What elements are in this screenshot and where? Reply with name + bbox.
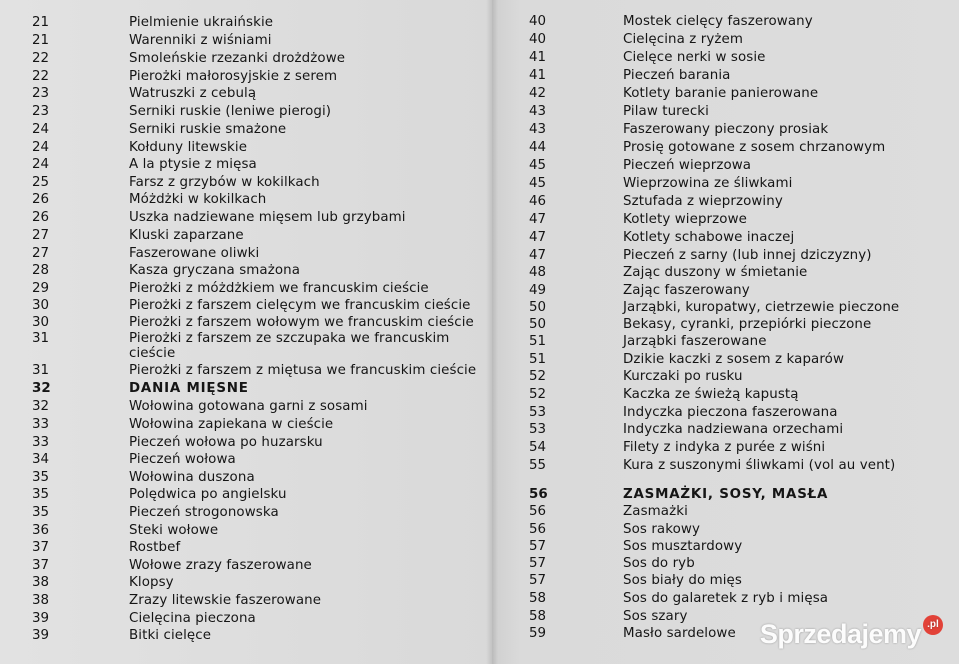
toc-entry-title: Faszerowane oliwki — [129, 246, 260, 261]
toc-page-number: 32 — [32, 381, 51, 396]
toc-entry — [492, 457, 959, 475]
toc-entry-title: Zasmażki — [623, 504, 688, 519]
toc-entry — [0, 557, 492, 575]
toc-page-number: 56 — [529, 487, 548, 502]
toc-page-number: 55 — [529, 458, 547, 473]
toc-entry-title: Pierożki z móżdżkiem we francuskim cieście — [129, 281, 429, 296]
toc-entry-title: Serniki ruskie (leniwe pierogi) — [129, 104, 332, 119]
toc-page-number: 56 — [529, 504, 547, 519]
toc-entry-title: Indyczka pieczona faszerowana — [623, 405, 838, 420]
toc-entry-title: Pierożki z farszem z miętusa we francuskim cieście — [129, 363, 477, 378]
toc-entry — [0, 362, 492, 380]
watermark-logo — [760, 619, 943, 650]
toc-page-number: 43 — [529, 104, 547, 119]
toc-entry-title: Pieczeń barania — [623, 68, 731, 83]
toc-page-number: 35 — [32, 470, 50, 485]
toc-entry — [0, 245, 492, 263]
toc-entry — [492, 299, 959, 317]
toc-entry-title: Farsz z grzybów w kokilkach — [129, 175, 320, 190]
toc-page-number: 53 — [529, 422, 547, 437]
toc-page-number: 46 — [529, 194, 547, 209]
toc-entry-title: Zrazy litewskie faszerowane — [129, 593, 322, 608]
toc-page-number: 45 — [529, 158, 547, 173]
toc-entry-title: Kluski zaparzane — [129, 228, 244, 243]
toc-page-number: 40 — [529, 32, 547, 47]
toc-page-number: 38 — [32, 575, 50, 590]
toc-entry — [492, 590, 959, 608]
toc-page-number: 59 — [529, 626, 547, 641]
toc-entry — [0, 262, 492, 280]
toc-entry-title: Kotlety wieprzowe — [623, 212, 747, 227]
toc-entry — [0, 85, 492, 103]
toc-page-number: 52 — [529, 369, 547, 384]
toc-entry-title: Zając faszerowany — [623, 283, 750, 298]
toc-entry — [492, 103, 959, 121]
toc-page-number: 41 — [529, 50, 547, 65]
toc-page-number: 24 — [32, 157, 50, 172]
toc-entry-title: Sos do galaretek z ryb i mięsa — [623, 591, 829, 606]
toc-page-number: 21 — [32, 33, 50, 48]
toc-entry-title: Kurczaki po rusku — [623, 369, 743, 384]
toc-entry — [0, 469, 492, 487]
toc-page-number: 38 — [32, 593, 50, 608]
toc-page-number: 24 — [32, 140, 50, 155]
toc-entry — [492, 139, 959, 157]
toc-entry — [0, 398, 492, 416]
toc-entry — [492, 85, 959, 103]
toc-page-number: 56 — [529, 522, 547, 537]
toc-page-number: 57 — [529, 556, 547, 571]
toc-entry — [492, 264, 959, 282]
toc-entry — [0, 139, 492, 157]
toc-entry-title: Pielmienie ukraińskie — [129, 15, 274, 30]
toc-page-number: 23 — [32, 86, 50, 101]
toc-entry — [0, 627, 492, 645]
toc-page-number: 35 — [32, 487, 50, 502]
toc-page-number: 26 — [32, 192, 50, 207]
toc-page-number: 39 — [32, 628, 50, 643]
toc-entry — [0, 486, 492, 504]
toc-entry — [492, 404, 959, 422]
toc-entry-title: Rostbef — [129, 540, 181, 555]
toc-entry-title: Pieczeń wieprzowa — [623, 158, 752, 173]
toc-entry — [492, 282, 959, 300]
toc-entry-title: Kasza gryczana smażona — [129, 263, 301, 278]
toc-entry-title: Wołowe zrazy faszerowane — [129, 558, 312, 573]
toc-entry-title: Pieczeń strogonowska — [129, 505, 279, 520]
toc-entry-title: Pierożki z farszem cielęcym we francuskim cieście — [129, 298, 471, 313]
toc-page-number: 45 — [529, 176, 547, 191]
toc-page-number: 28 — [32, 263, 50, 278]
toc-page-number: 32 — [32, 399, 50, 414]
toc-entry — [492, 211, 959, 229]
toc-entry — [492, 572, 959, 590]
toc-page-number: 26 — [32, 210, 50, 225]
toc-entry-title: cieście — [129, 346, 176, 361]
toc-page-number: 52 — [529, 387, 547, 402]
toc-page-number: 33 — [32, 435, 50, 450]
toc-page-number: 47 — [529, 230, 547, 245]
toc-entry — [492, 157, 959, 175]
toc-entry — [492, 247, 959, 265]
toc-page-number: 53 — [529, 405, 547, 420]
toc-entry-title: Mostek cielęcy faszerowany — [623, 14, 813, 29]
toc-entry-title: Klopsy — [129, 575, 174, 590]
watermark-badge: .pl — [923, 615, 943, 635]
toc-entry-title: Sos szary — [623, 609, 688, 624]
toc-entry — [0, 504, 492, 522]
toc-page-number: 57 — [529, 573, 547, 588]
toc-entry — [492, 67, 959, 85]
toc-entry-title: Polędwica po angielsku — [129, 487, 287, 502]
toc-entry — [0, 451, 492, 469]
toc-page-number: 33 — [32, 417, 50, 432]
toc-page-number: 51 — [529, 334, 547, 349]
toc-entry-title: Wołowina duszona — [129, 470, 255, 485]
toc-entry-title: Kotlety baranie panierowane — [623, 86, 819, 101]
toc-entry — [0, 227, 492, 245]
toc-page-number: 35 — [32, 505, 50, 520]
toc-entry — [0, 121, 492, 139]
toc-entry-title: Sos musztardowy — [623, 539, 743, 554]
toc-page-number: 30 — [32, 315, 50, 330]
toc-entry-title: Cielęcina pieczona — [129, 611, 256, 626]
toc-entry — [492, 521, 959, 539]
toc-page-number: 50 — [529, 317, 547, 332]
toc-entry-title: Indyczka nadziewana orzechami — [623, 422, 844, 437]
toc-page-number: 34 — [32, 452, 50, 467]
toc-entry — [492, 386, 959, 404]
toc-page-number: 31 — [32, 363, 50, 378]
toc-entry — [492, 555, 959, 573]
toc-entry-title: Dzikie kaczki z sosem z kaparów — [623, 352, 845, 367]
toc-entry — [0, 610, 492, 628]
toc-entry-title: Kołduny litewskie — [129, 140, 248, 155]
toc-page-number: 41 — [529, 68, 547, 83]
toc-entry-title: Bitki cielęce — [129, 628, 212, 643]
toc-entry — [492, 121, 959, 139]
toc-entry-title: Warenniki z wiśniami — [129, 33, 272, 48]
toc-entry-title: A la ptysie z mięsa — [129, 157, 257, 172]
toc-entry — [492, 503, 959, 521]
toc-page-number: 25 — [32, 175, 50, 190]
toc-section-heading — [0, 380, 492, 398]
toc-entry — [0, 174, 492, 192]
toc-page-number: 54 — [529, 440, 547, 455]
toc-entry-title: Watruszki z cebulą — [129, 86, 257, 101]
toc-entry-title: Sos do ryb — [623, 556, 695, 571]
toc-page-number: 30 — [32, 298, 50, 313]
toc-entry-title: Zając duszony w śmietanie — [623, 265, 808, 280]
toc-page-number: 31 — [32, 331, 50, 346]
toc-entry — [0, 50, 492, 68]
toc-entry-title: Sos biały do mięs — [623, 573, 742, 588]
watermark-text: Sprzedajemy — [759, 619, 921, 649]
toc-entry-title: Bekasy, cyranki, przepiórki pieczone — [623, 317, 872, 332]
toc-entry — [0, 574, 492, 592]
book-gutter — [486, 0, 498, 664]
toc-entry — [492, 31, 959, 49]
toc-page-number: 27 — [32, 228, 50, 243]
toc-entry — [0, 592, 492, 610]
toc-entry-title: Cielęcina z ryżem — [623, 32, 744, 47]
toc-page-number: 49 — [529, 283, 547, 298]
toc-page-number: 39 — [32, 611, 50, 626]
toc-entry-title: Pierożki z farszem wołowym we francuskim cieście — [129, 315, 474, 330]
toc-entry — [0, 539, 492, 557]
toc-entry — [0, 103, 492, 121]
toc-page-number: 43 — [529, 122, 547, 137]
toc-entry-title: Wołowina zapiekana w cieście — [129, 417, 334, 432]
toc-page-number: 47 — [529, 212, 547, 227]
toc-entry-title: Jarząbki faszerowane — [623, 334, 767, 349]
toc-page-number: 21 — [32, 15, 50, 30]
toc-page-number: 37 — [32, 558, 50, 573]
toc-entry — [0, 434, 492, 452]
toc-entry — [492, 13, 959, 31]
toc-entry-title: Pilaw turecki — [623, 104, 709, 119]
toc-page-number: 50 — [529, 300, 547, 315]
toc-page-number: 36 — [32, 523, 50, 538]
toc-entry — [0, 32, 492, 50]
toc-entry — [492, 368, 959, 386]
toc-entry-title: Pieczeń wołowa po huzarsku — [129, 435, 323, 450]
toc-entry — [0, 280, 492, 298]
toc-page-number: 58 — [529, 591, 547, 606]
toc-page-number: 22 — [32, 51, 50, 66]
toc-entry — [492, 333, 959, 351]
toc-entry — [492, 193, 959, 211]
toc-entry — [492, 316, 959, 334]
toc-entry — [0, 191, 492, 209]
toc-entry — [492, 439, 959, 457]
toc-entry-title: Cielęce nerki w sosie — [623, 50, 766, 65]
toc-entry-title: Masło sardelowe — [623, 626, 736, 641]
toc-page-number: 37 — [32, 540, 50, 555]
toc-entry — [0, 522, 492, 540]
toc-entry-title: Sztufada z wieprzowiny — [623, 194, 783, 209]
toc-section-heading — [492, 486, 959, 504]
toc-entry-title: Kaczka ze świeżą kapustą — [623, 387, 799, 402]
toc-entry-title: Móżdżki w kokilkach — [129, 192, 267, 207]
toc-entry — [0, 156, 492, 174]
toc-entry-title: Smoleńskie rzezanki drożdżowe — [129, 51, 346, 66]
toc-entry-title: Uszka nadziewane mięsem lub grzybami — [129, 210, 406, 225]
toc-entry-title: Jarząbki, kuropatwy, cietrzewie pieczone — [623, 300, 900, 315]
toc-entry — [492, 175, 959, 193]
toc-page-number: 42 — [529, 86, 547, 101]
toc-entry-title: Wołowina gotowana garni z sosami — [129, 399, 368, 414]
toc-page-number: 58 — [529, 609, 547, 624]
toc-page-number: 48 — [529, 265, 547, 280]
toc-page-number: 40 — [529, 14, 547, 29]
toc-entry — [492, 229, 959, 247]
toc-entry — [0, 14, 492, 32]
toc-entry — [0, 416, 492, 434]
toc-entry-title: Prosię gotowane z sosem chrzanowym — [623, 140, 886, 155]
toc-entry — [0, 68, 492, 86]
toc-entry — [492, 49, 959, 67]
toc-entry — [0, 297, 492, 315]
toc-entry — [492, 351, 959, 369]
toc-entry-title: Pierożki małorosyjskie z serem — [129, 69, 338, 84]
toc-entry-title: Serniki ruskie smażone — [129, 122, 287, 137]
toc-entry — [0, 345, 492, 363]
toc-page-number: 47 — [529, 248, 547, 263]
toc-entry-title: Pieczeń z sarny (lub innej dziczyzny) — [623, 248, 872, 263]
toc-page-number: 44 — [529, 140, 547, 155]
toc-entry — [492, 421, 959, 439]
toc-entry-title: Pierożki z farszem ze szczupaka we francuskim — [129, 331, 450, 346]
toc-entry — [492, 538, 959, 556]
toc-page-number: 27 — [32, 246, 50, 261]
toc-entry — [0, 209, 492, 227]
toc-entry-title: Kotlety schabowe inaczej — [623, 230, 795, 245]
toc-entry-title: Filety z indyka z purée z wiśni — [623, 440, 826, 455]
right-page — [492, 0, 959, 664]
toc-page-number: 24 — [32, 122, 50, 137]
toc-entry-title: Wieprzowina ze śliwkami — [623, 176, 793, 191]
toc-page-number: 51 — [529, 352, 547, 367]
toc-entry-title: Pieczeń wołowa — [129, 452, 236, 467]
section-title: DANIA MIĘSNE — [129, 381, 249, 396]
toc-entry-title: Sos rakowy — [623, 522, 700, 537]
section-title: ZASMAŻKI, SOSY, MASŁA — [623, 487, 829, 502]
toc-page-number: 22 — [32, 69, 50, 84]
toc-entry-title: Steki wołowe — [129, 523, 219, 538]
toc-entry-title: Kura z suszonymi śliwkami (vol au vent) — [623, 458, 896, 473]
toc-page-number: 23 — [32, 104, 50, 119]
toc-page-number: 29 — [32, 281, 50, 296]
toc-page-number: 57 — [529, 539, 547, 554]
toc-entry-title: Faszerowany pieczony prosiak — [623, 122, 829, 137]
